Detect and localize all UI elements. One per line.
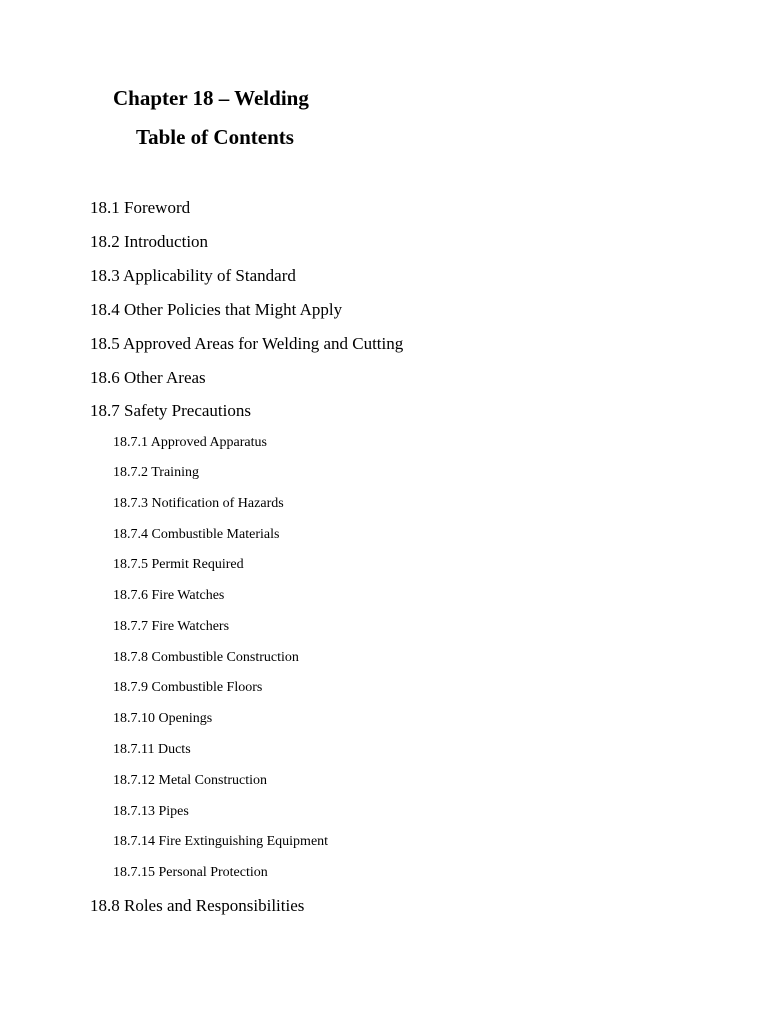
toc-entry: 18.5 Approved Areas for Welding and Cutting	[90, 334, 404, 353]
toc-entry: 18.2 Introduction	[90, 232, 209, 251]
toc-subentry: 18.7.1 Approved Apparatus	[113, 435, 267, 450]
toc-subentry: 18.7.12 Metal Construction	[113, 773, 267, 788]
toc-subentry: 18.7.4 Combustible Materials	[113, 527, 280, 542]
toc-entry: 18.4 Other Policies that Might Apply	[90, 300, 343, 319]
toc-subentry: 18.7.6 Fire Watches	[113, 588, 225, 603]
toc-subentry: 18.7.10 Openings	[113, 711, 213, 726]
toc-subentry: 18.7.14 Fire Extinguishing Equipment	[113, 834, 329, 849]
toc-subentry: 18.7.5 Permit Required	[113, 557, 244, 572]
toc-subentry: 18.7.2 Training	[113, 465, 199, 480]
toc-subentry: 18.7.9 Combustible Floors	[113, 680, 263, 695]
toc-subentry: 18.7.3 Notification of Hazards	[113, 496, 284, 511]
toc-entry: 18.8 Roles and Responsibilities	[90, 896, 305, 915]
toc-entry: 18.7 Safety Precautions	[90, 401, 251, 420]
toc-subentry: 18.7.13 Pipes	[113, 804, 189, 819]
toc-subentry: 18.7.15 Personal Protection	[113, 865, 268, 880]
toc-heading: Table of Contents	[136, 125, 294, 149]
toc-subentry: 18.7.11 Ducts	[113, 742, 191, 757]
toc-entry: 18.1 Foreword	[90, 198, 191, 217]
toc-subentry: 18.7.7 Fire Watchers	[113, 619, 230, 634]
toc-entry: 18.6 Other Areas	[90, 368, 206, 387]
chapter-title: Chapter 18 – Welding	[113, 86, 309, 110]
toc-subentry: 18.7.8 Combustible Construction	[113, 650, 299, 665]
toc-entry: 18.3 Applicability of Standard	[90, 266, 296, 285]
